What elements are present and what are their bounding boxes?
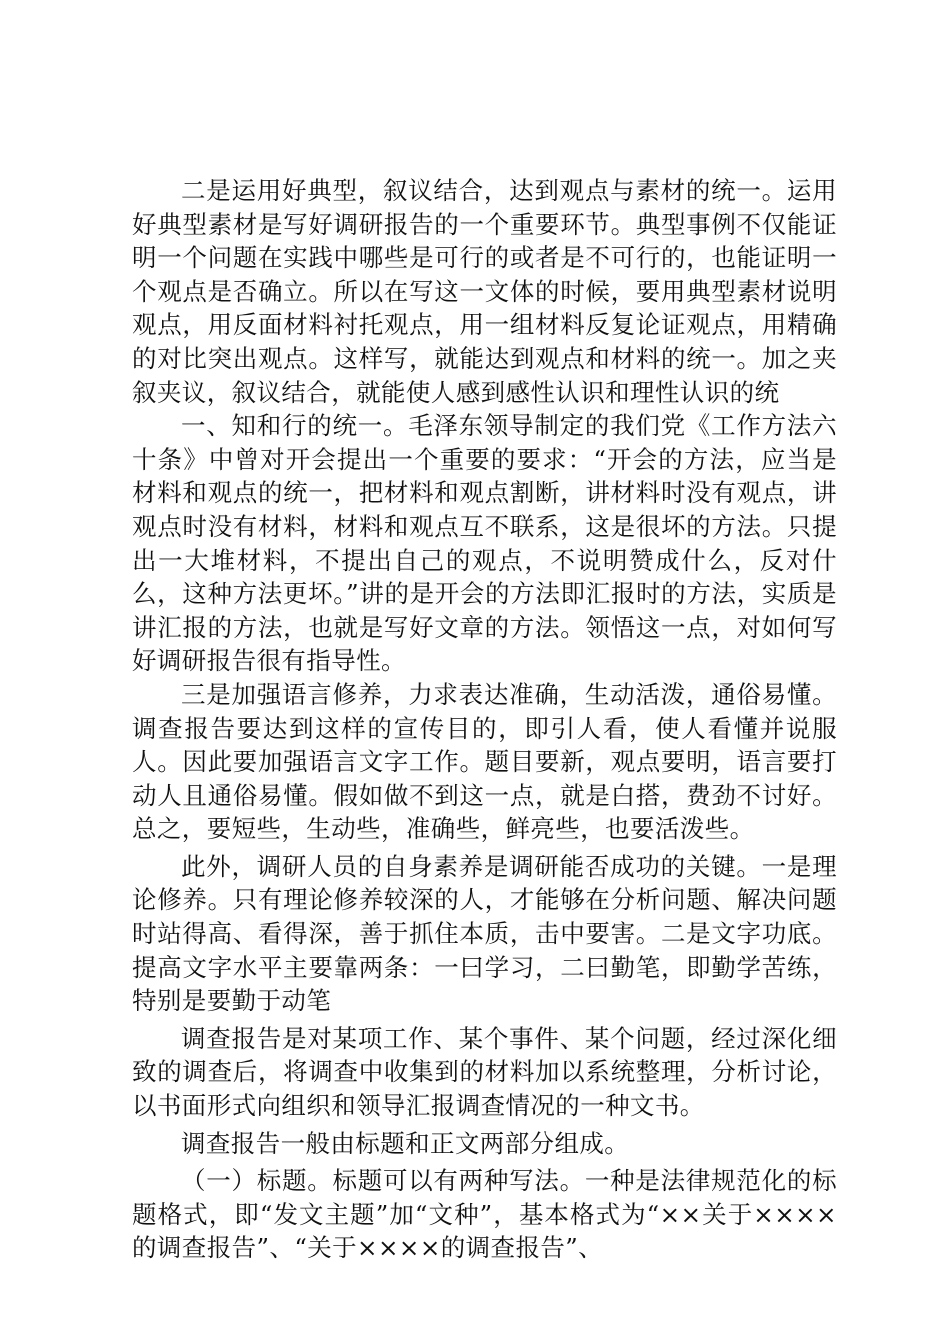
paragraph-researcher-quality: 此外，调研人员的自身素养是调研能否成功的关键。一是理论修养。只有理论修养较深的人，才能够在分析问题、解决问题时站得高、看得深，善于抓住本质，击中要害。二是文字功底。提高文字水平主要靠两条：一曰学习，二曰勤笔，即勤学苦练，特别是要勤于动笔 <box>132 851 837 1016</box>
paragraph-title-section: （一）标题。标题可以有两种写法。一种是法律规范化的标题格式，即“发文主题”加“文种”，基本格式为“××关于××××的调查报告”、“关于××××的调查报告”、 <box>132 1166 837 1263</box>
document-body <box>132 174 837 1265</box>
paragraph-report-definition: 调查报告是对某项工作、某个事件、某个问题，经过深化细致的调查后，将调查中收集到的材料加以系统整理，分析讨论，以书面形式向组织和领导汇报调查情况的一种文书。 <box>132 1023 837 1121</box>
paragraph-language-cultivation: 三是加强语言修养，力求表达准确，生动活泼，通俗易懂。调查报告要达到这样的宣传目的，即引人看，使人看懂并说服人。因此要加强语言文字工作。题目要新，观点要明，语言要打动人且通俗易懂。假如做不到这一点，就是白搭，费劲不讨好。总之，要短些，生动些，准确些，鲜亮些，也要活泼些。 <box>132 679 837 844</box>
paragraph-knowledge-action: 一、知和行的统一。毛泽东领导制定的我们党《工作方法六十条》中曾对开会提出一个重要的要求：“开会的方法，应当是材料和观点的统一，把材料和观点割断，讲材料时没有观点，讲观点时没有材料，材料和观点互不联系，这是很坏的方法。只提出一大堆材料，不提出自己的观点，不说明赞成什么，反对什么，这种方法更坏。”讲的是开会的方法即汇报时的方法，实质是讲汇报的方法，也就是写好文章的方法。领悟这一点，对如何写好调研报告很有指导性。 <box>132 411 837 676</box>
paragraph-report-structure: 调查报告一般由标题和正文两部分组成。 <box>181 1128 630 1158</box>
paragraph-typical-material: 二是运用好典型，叙议结合，达到观点与素材的统一。运用好典型素材是写好调研报告的一个重要环节。典型事例不仅能证明一个问题在实践中哪些是可行的或者是不可行的，也能证明一个观点是否确立。所以在写这一文体的时候，要用典型素材说明观点，用反面材料衬托观点，用一组材料反复论证观点，用精确的对比突出观点。这样写，就能达到观点和材料的统一。加之夹叙夹议，叙议结合，就能使人感到感性认识和理性认识的统 <box>132 176 837 407</box>
